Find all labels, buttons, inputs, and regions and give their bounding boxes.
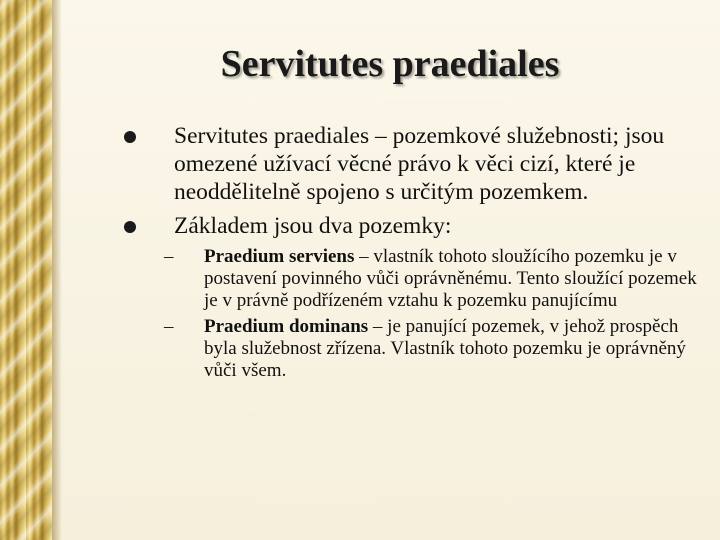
bullet-text: Základem jsou dva pozemky:: [174, 213, 452, 239]
sub-bullet-list: [124, 246, 714, 382]
dash-marker: –: [164, 246, 174, 267]
bullet-item: [124, 122, 714, 206]
decorative-gold-border: [0, 0, 52, 540]
bullet-dot-icon: [124, 221, 136, 233]
bullet-item: [124, 212, 714, 240]
slide-content: [124, 122, 714, 386]
sub-bullet-text: – vlastník tohoto sloužícího pozemku je v postavení povinného vůči oprávněnému. Tento sloužící pozemek je v právně podřízeném vztahu k pozemku panujícímu: [204, 246, 697, 311]
sub-bullet-term: Praedium serviens: [204, 246, 355, 267]
dash-marker: –: [164, 316, 174, 337]
sub-bullet-item: [124, 316, 714, 382]
bullet-text: Servitutes praediales – pozemkové služebnosti; jsou omezené užívací věcné právo k věci cizí, které je neoddělitelně spojeno s určitým pozemkem.: [174, 123, 665, 205]
sub-bullet-text: – je panující pozemek, v jehož prospěch byla služebnost zřízena. Vlastník tohoto pozemku je oprávněný vůči všem.: [204, 316, 686, 381]
bullet-dot-icon: [124, 131, 136, 143]
sub-bullet-term: Praedium dominans: [204, 316, 369, 337]
slide-title: Servitutes praediales: [220, 43, 560, 85]
sub-bullet-item: [124, 246, 714, 312]
